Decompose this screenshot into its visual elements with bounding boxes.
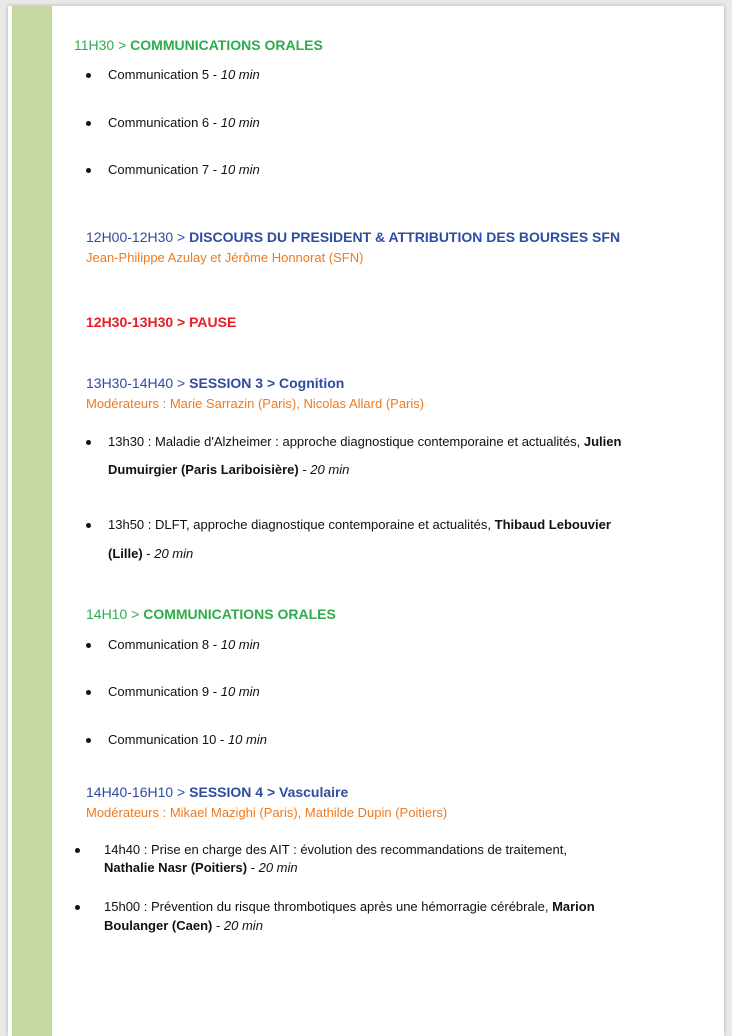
bullet-icon bbox=[86, 440, 91, 445]
session3-title: SESSION 3 > Cognition bbox=[189, 375, 345, 391]
talk-sep: - bbox=[142, 546, 155, 561]
talk-sep: - bbox=[247, 860, 259, 875]
item-sep: - bbox=[209, 115, 221, 130]
session4-heading bbox=[86, 784, 348, 800]
bullet-icon bbox=[75, 848, 80, 853]
left-margin-stripe bbox=[12, 6, 52, 1036]
talk-line2 bbox=[108, 462, 349, 477]
talk-speaker: (Lille) bbox=[108, 546, 143, 561]
bullet-icon bbox=[86, 690, 91, 695]
talk-speaker: Dumuirgier (Paris Lariboisière) bbox=[108, 462, 299, 477]
comm2-title: COMMUNICATIONS ORALES bbox=[143, 606, 336, 622]
comm1-time: 11H30 > bbox=[74, 37, 131, 53]
list-item bbox=[108, 67, 260, 82]
session3-moderators: Modérateurs : Marie Sarrazin (Paris), Nicolas Allard (Paris) bbox=[86, 396, 425, 411]
item-label: Communication 7 bbox=[108, 162, 210, 177]
talk-speaker: Boulanger (Caen) bbox=[104, 918, 213, 933]
talk-speaker: Thibaud Lebouvier bbox=[494, 517, 611, 532]
item-sep: - bbox=[216, 732, 228, 747]
list-item bbox=[108, 637, 260, 652]
item-duration: 10 min bbox=[227, 732, 267, 747]
talk-text: 15h00 : Prévention du risque thrombotiques après une hémorragie cérébrale, bbox=[104, 899, 553, 914]
talk-line1 bbox=[108, 517, 611, 532]
discours-speakers: Jean-Philippe Azulay et Jérôme Honnorat (SFN) bbox=[86, 250, 364, 265]
item-duration: 10 min bbox=[220, 637, 260, 652]
item-label: Communication 9 bbox=[108, 684, 210, 699]
talk-sep: - bbox=[298, 462, 311, 477]
item-sep: - bbox=[209, 67, 221, 82]
item-duration: 10 min bbox=[220, 162, 260, 177]
list-item bbox=[108, 684, 260, 699]
bullet-icon bbox=[86, 168, 91, 173]
comm1-heading bbox=[74, 37, 323, 53]
item-label: Communication 6 bbox=[108, 115, 210, 130]
session3-time: 13H30-14H40 > bbox=[86, 375, 190, 391]
list-item bbox=[108, 115, 260, 130]
discours-time: 12H00-12H30 > bbox=[86, 229, 190, 245]
session4-title: SESSION 4 > Vasculaire bbox=[189, 784, 349, 800]
talk-duration: 20 min bbox=[258, 860, 298, 875]
item-label: Communication 10 bbox=[108, 732, 217, 747]
bullet-icon bbox=[86, 121, 91, 126]
session4-time: 14H40-16H10 > bbox=[86, 784, 190, 800]
talk-text: 13h50 : DLFT, approche diagnostique contemporaine et actualités, bbox=[108, 517, 495, 532]
list-item bbox=[108, 732, 267, 747]
bullet-icon bbox=[86, 738, 91, 743]
comm2-time: 14H10 > bbox=[86, 606, 144, 622]
item-sep: - bbox=[209, 637, 221, 652]
list-item bbox=[108, 162, 260, 177]
talk-duration: 20 min bbox=[310, 462, 350, 477]
item-sep: - bbox=[209, 684, 221, 699]
item-label: Communication 8 bbox=[108, 637, 210, 652]
pause-heading: 12H30-13H30 > PAUSE bbox=[86, 314, 237, 330]
bullet-icon bbox=[86, 523, 91, 528]
talk-line1 bbox=[108, 434, 621, 449]
item-duration: 10 min bbox=[220, 115, 260, 130]
bullet-icon bbox=[75, 905, 80, 910]
talk-line1 bbox=[104, 899, 595, 914]
discours-heading bbox=[86, 229, 620, 245]
talk-line2 bbox=[108, 546, 193, 561]
talk-speaker: Julien bbox=[583, 434, 622, 449]
talk-text: 14h40 : Prise en charge des AIT : évolution des recommandations de traitement, bbox=[104, 842, 567, 857]
talk-line2 bbox=[104, 918, 263, 933]
session4-moderators: Modérateurs : Mikael Mazighi (Paris), Mathilde Dupin (Poitiers) bbox=[86, 805, 448, 820]
talk-line1 bbox=[104, 842, 567, 857]
talk-line2 bbox=[104, 860, 298, 875]
session3-heading bbox=[86, 375, 344, 391]
item-duration: 10 min bbox=[220, 684, 260, 699]
talk-text: 13h30 : Maladie d'Alzheimer : approche diagnostique contemporaine et actualités, bbox=[108, 434, 584, 449]
talk-duration: 20 min bbox=[223, 918, 263, 933]
comm2-heading bbox=[86, 606, 336, 622]
bullet-icon bbox=[86, 643, 91, 648]
comm1-title: COMMUNICATIONS ORALES bbox=[130, 37, 323, 53]
item-sep: - bbox=[209, 162, 221, 177]
discours-title: DISCOURS DU PRESIDENT & ATTRIBUTION DES BOURSES SFN bbox=[189, 229, 621, 245]
talk-duration: 20 min bbox=[154, 546, 194, 561]
item-label: Communication 5 bbox=[108, 67, 210, 82]
talk-speaker: Marion bbox=[552, 899, 595, 914]
item-duration: 10 min bbox=[220, 67, 260, 82]
talk-speaker: Nathalie Nasr (Poitiers) bbox=[104, 860, 248, 875]
talk-sep: - bbox=[212, 918, 224, 933]
bullet-icon bbox=[86, 73, 91, 78]
